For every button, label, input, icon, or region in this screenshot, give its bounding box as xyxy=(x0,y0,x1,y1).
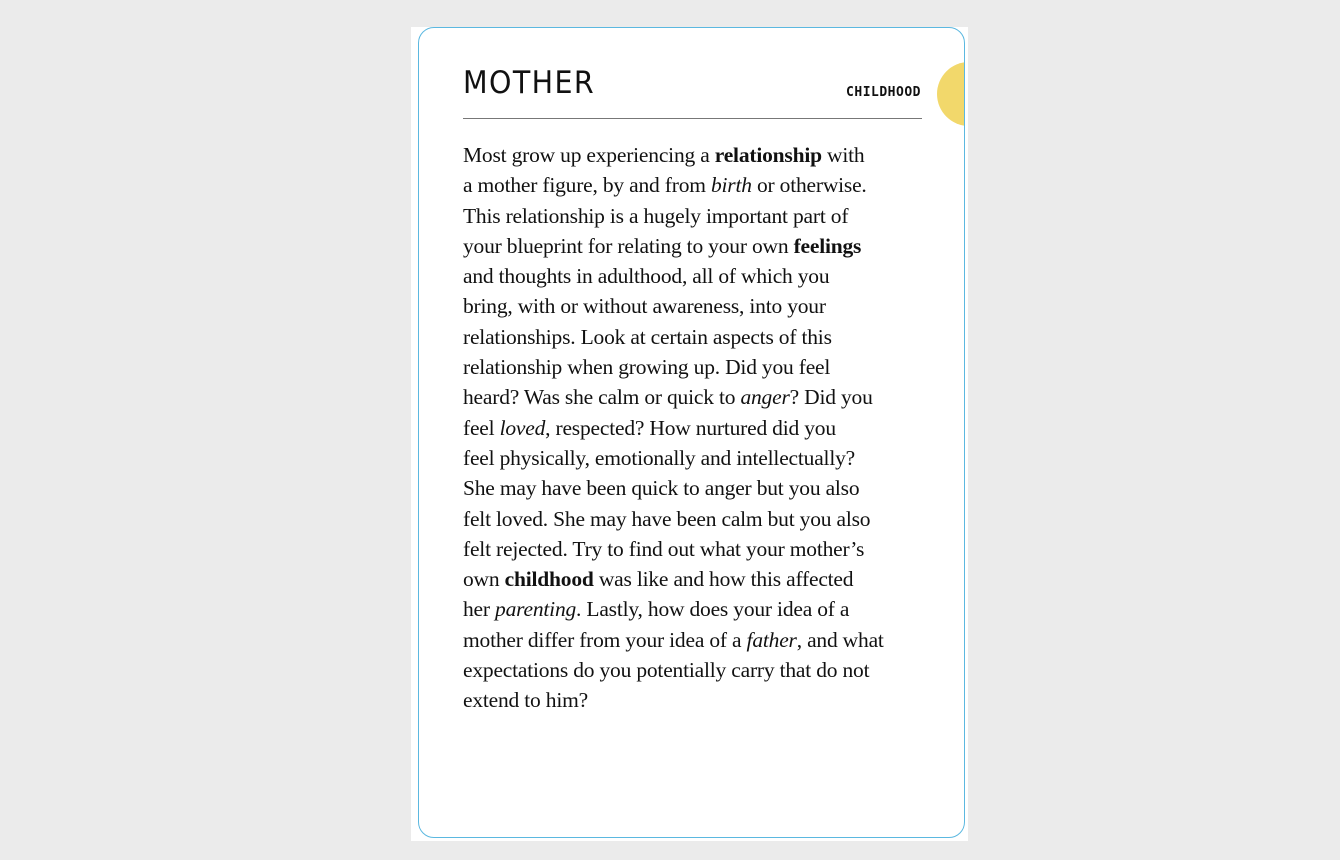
emphasis-italic: loved xyxy=(499,415,546,440)
body-line xyxy=(463,594,933,624)
body-line xyxy=(463,625,933,655)
body-line xyxy=(463,685,933,715)
body-line xyxy=(463,170,933,200)
emphasis-bold: feelings xyxy=(793,233,862,258)
body-line xyxy=(463,140,933,170)
body-segment: your blueprint for relating to your own xyxy=(463,233,794,258)
prompt-card xyxy=(418,27,965,838)
body-line xyxy=(463,201,933,231)
body-segment: Most grow up experiencing a xyxy=(463,143,715,167)
body-line xyxy=(463,291,933,321)
body-line xyxy=(463,564,933,594)
body-segment: , and what xyxy=(796,627,884,652)
body-segment: felt rejected. Try to find out what your mother’s xyxy=(463,536,865,561)
emphasis-italic: anger xyxy=(740,385,790,410)
body-segment: a mother figure, by and from xyxy=(463,173,711,198)
body-segment: relationships. Look at certain aspects of this xyxy=(463,324,832,349)
body-segment: felt loved. She may have been calm but you also xyxy=(463,506,871,531)
body-segment: ? Did you xyxy=(789,385,873,410)
body-line xyxy=(463,504,933,534)
emphasis-italic: parenting xyxy=(495,597,577,622)
emphasis-italic: father xyxy=(746,627,797,652)
body-segment: feel physically, emotionally and intellectually? xyxy=(463,445,855,470)
body-segment: This relationship is a hugely important part of xyxy=(463,203,849,228)
body-segment: , respected? How nurtured did you xyxy=(545,415,836,440)
body-segment: relationship when growing up. Did you feel xyxy=(463,355,831,380)
body-line xyxy=(463,261,933,291)
body-segment: or otherwise. xyxy=(751,173,867,198)
body-segment: feel xyxy=(463,415,500,440)
body-segment: own xyxy=(463,567,505,592)
body-segment: She may have been quick to anger but you also xyxy=(463,476,860,501)
card-title: MOTHER xyxy=(463,65,596,101)
body-segment: was like and how this affected xyxy=(593,567,854,592)
body-line xyxy=(463,382,933,412)
title-divider xyxy=(463,118,922,119)
body-segment: heard? Was she calm or quick to xyxy=(463,385,741,410)
card-body-text xyxy=(463,140,933,716)
category-tab-dot xyxy=(937,62,965,126)
body-segment: with xyxy=(821,143,865,167)
body-segment: her xyxy=(463,597,496,622)
body-segment: . Lastly, how does your idea of a xyxy=(576,597,850,622)
body-segment: extend to him? xyxy=(463,688,588,713)
body-line xyxy=(463,443,933,473)
body-line xyxy=(463,655,933,685)
body-line xyxy=(463,473,933,503)
body-line xyxy=(463,413,933,443)
body-line xyxy=(463,352,933,382)
body-segment: expectations do you potentially carry that do not xyxy=(463,658,870,683)
body-segment: bring, with or without awareness, into your xyxy=(463,294,826,319)
emphasis-italic: birth xyxy=(710,173,752,198)
body-line xyxy=(463,231,933,261)
body-segment: mother differ from your idea of a xyxy=(463,627,747,652)
body-line xyxy=(463,534,933,564)
emphasis-bold: childhood xyxy=(504,567,594,592)
emphasis-bold: relationship xyxy=(714,143,822,167)
body-segment: and thoughts in adulthood, all of which you xyxy=(463,264,830,289)
body-line xyxy=(463,322,933,352)
card-category: CHILDHOOD xyxy=(846,85,921,100)
